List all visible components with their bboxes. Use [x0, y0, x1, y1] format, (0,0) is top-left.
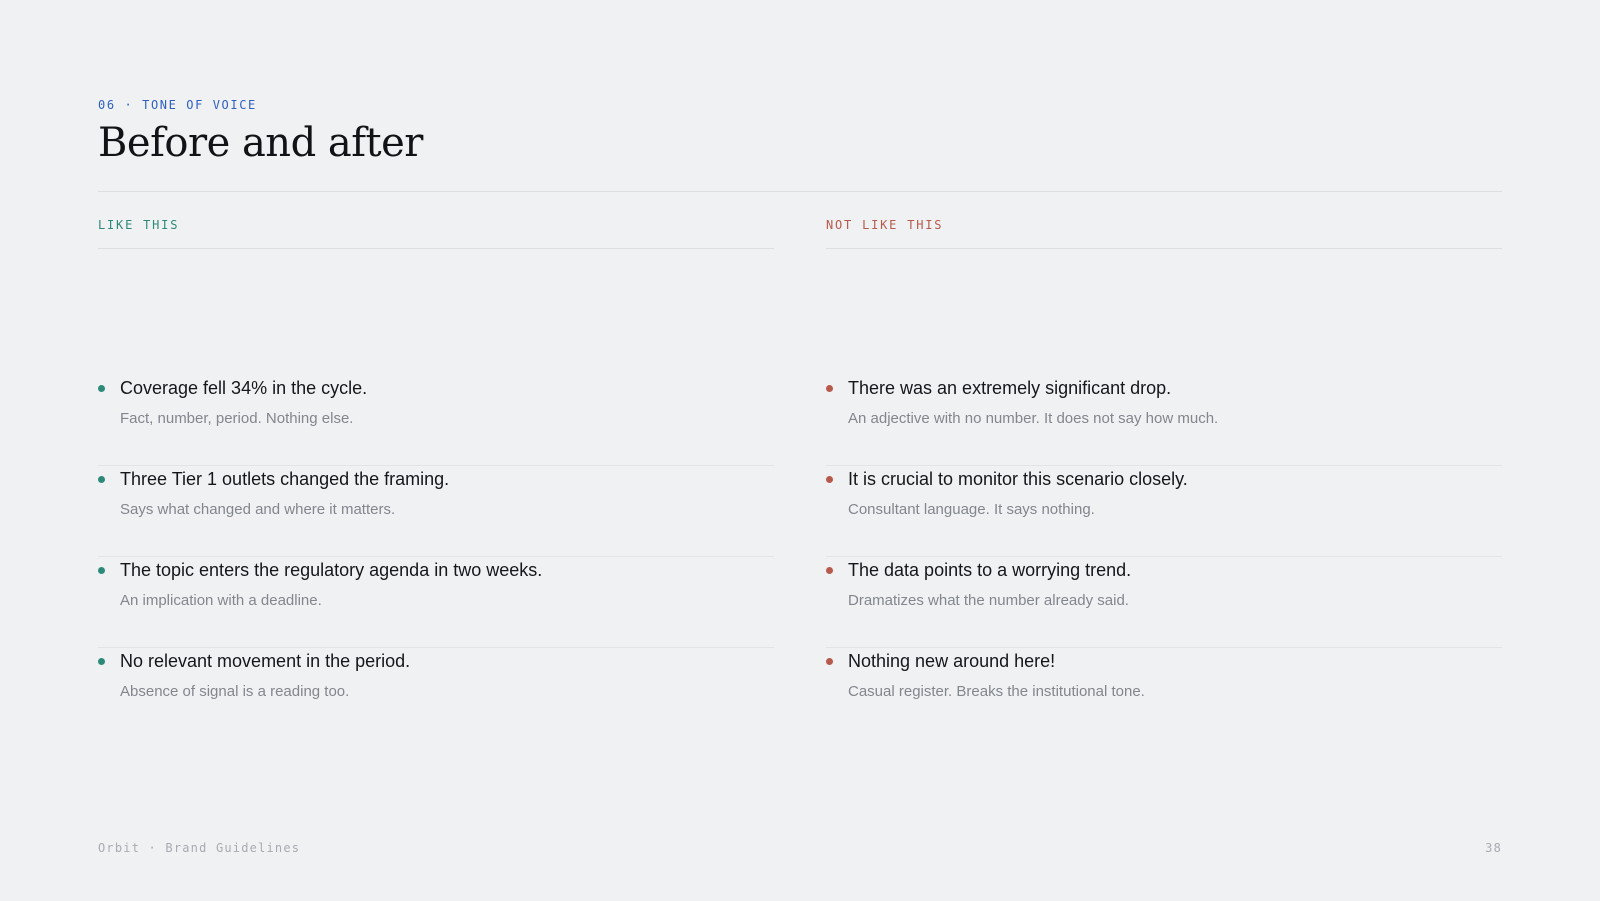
list-item: [98, 558, 774, 648]
bullet-dot-icon: [826, 567, 833, 574]
bullet-dot-icon: [826, 385, 833, 392]
example-note: An adjective with no number. It does not say how much.: [848, 410, 1219, 427]
example-statement: Coverage fell 34% in the cycle.: [120, 378, 368, 398]
example-note: Says what changed and where it matters.: [120, 501, 396, 518]
example-statement: The data points to a worrying trend.: [848, 560, 1132, 580]
bullet-dot-icon: [826, 658, 833, 665]
like-this-divider: [98, 248, 774, 249]
example-note: An implication with a deadline.: [120, 592, 322, 609]
slide: [98, 0, 1502, 901]
bullet-dot-icon: [98, 476, 105, 483]
page-number: 38: [1485, 841, 1502, 855]
list-item: [826, 649, 1502, 739]
list-item: [98, 649, 774, 739]
list-item: [826, 376, 1502, 466]
example-note: Fact, number, period. Nothing else.: [120, 410, 354, 427]
section-eyebrow: 06 · TONE OF VOICE: [98, 98, 257, 112]
example-note: Absence of signal is a reading too.: [120, 683, 350, 700]
list-item: [826, 467, 1502, 557]
not-like-this-heading: NOT LIKE THIS: [826, 218, 944, 232]
like-this-list: [98, 376, 774, 740]
like-this-heading: LIKE THIS: [98, 218, 180, 232]
title-divider: [98, 191, 1502, 192]
not-like-this-divider: [826, 248, 1502, 249]
list-item: [826, 558, 1502, 648]
list-item: [98, 376, 774, 466]
example-statement: Nothing new around here!: [848, 651, 1056, 671]
not-like-this-list: [826, 376, 1502, 740]
page-title: Before and after: [98, 120, 423, 166]
example-statement: Three Tier 1 outlets changed the framing.: [120, 469, 450, 489]
example-statement: No relevant movement in the period.: [120, 651, 411, 671]
bullet-dot-icon: [98, 567, 105, 574]
list-item: [98, 467, 774, 557]
bullet-dot-icon: [98, 385, 105, 392]
bullet-dot-icon: [98, 658, 105, 665]
example-note: Casual register. Breaks the institutional tone.: [848, 683, 1145, 700]
footer-brand: Orbit · Brand Guidelines: [98, 841, 301, 855]
example-statement: The topic enters the regulatory agenda in two weeks.: [120, 560, 543, 580]
not-like-this-column: [826, 216, 1502, 700]
bullet-dot-icon: [826, 476, 833, 483]
example-note: Consultant language. It says nothing.: [848, 501, 1095, 518]
example-statement: It is crucial to monitor this scenario closely.: [848, 469, 1188, 489]
example-note: Dramatizes what the number already said.: [848, 592, 1129, 609]
like-this-column: [98, 216, 774, 700]
example-statement: There was an extremely significant drop.: [848, 378, 1172, 398]
